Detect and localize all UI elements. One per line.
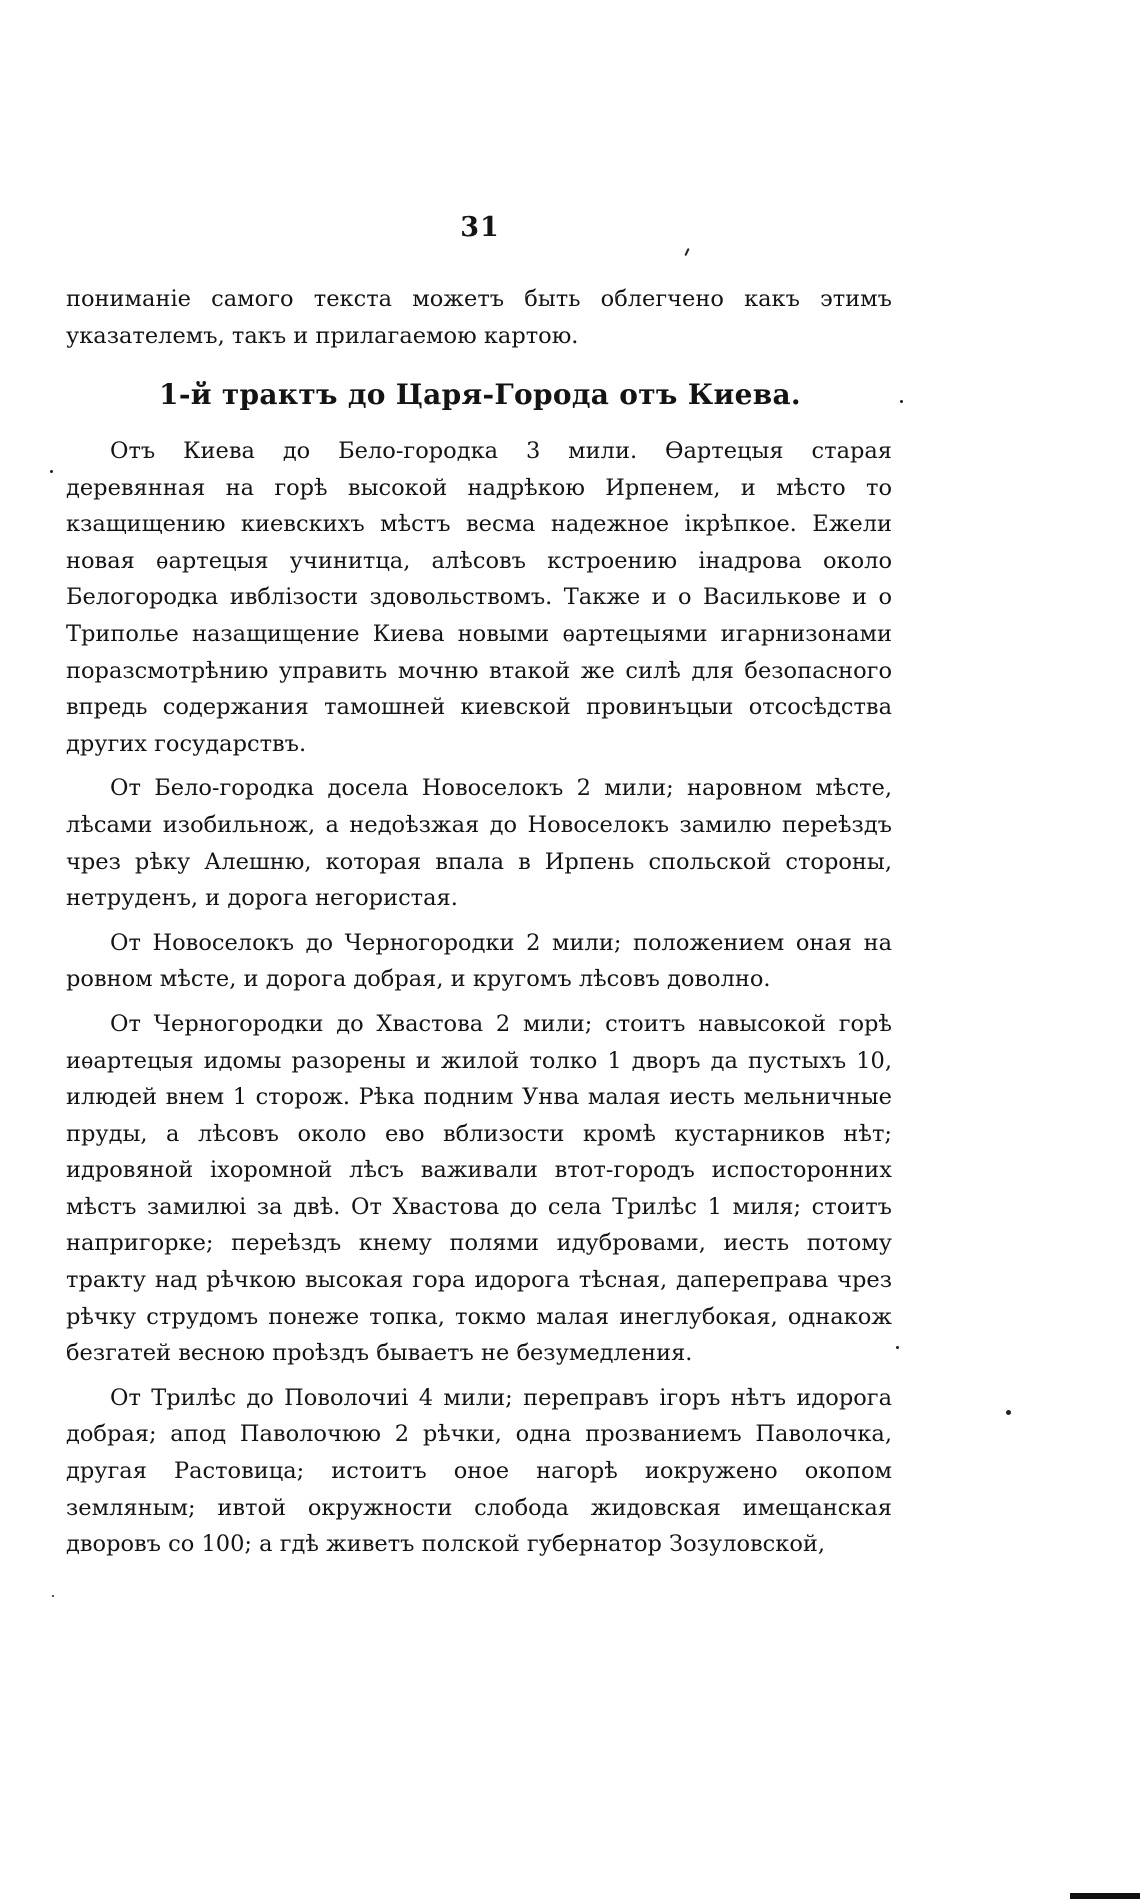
body-text xyxy=(66,433,892,1571)
intro-block xyxy=(66,281,892,362)
scan-speck xyxy=(900,400,903,403)
paragraph-2: От Бело-городка досела Новоселокъ 2 мили; наровном мѣсте, лѣсами изобильнож, а недоѣзжая до Новоселокъ замилю переѣздъ чрез рѣку Алешню, которая впала в Ирпень спольской стороны, нетруденъ, и дорога негористая. xyxy=(66,775,892,912)
scan-speck xyxy=(50,470,53,473)
scan-speck xyxy=(684,248,689,256)
scan-speck xyxy=(52,1595,54,1597)
paragraph-4: От Черногородки до Хвастова 2 мили; стоитъ навысокой горѣ иѳартецыя идомы разорены и жилой толко 1 дворъ да пустыхъ 10, илюдей внем 1 сторож. Рѣка подним Унва малая иесть мельничные пруды, а лѣсовъ около ево вблизости кромѣ кустарников нѣт; идровяной іхоромной лѣсъ важивали втот-городъ испосторонних мѣстъ замилюі за двѣ. От Хвастова до села Трилѣс 1 миля; стоитъ напригорке; переѣздъ кнему полями идубровами, иесть потому тракту над рѣчкою высокая гора идорога тѣсная, даперепрaва чрез рѣчку струдомъ понеже топка, токмо малая инеглубокая, однакож безгатей весною проѣздъ бываетъ не безумедления. xyxy=(66,1010,892,1367)
section-heading: 1-й трактъ до Царя-Города отъ Киева. xyxy=(159,378,801,411)
scan-speck xyxy=(1006,1410,1011,1415)
page-edge-mark xyxy=(1070,1893,1140,1899)
scan-speck xyxy=(896,1346,899,1349)
intro-paragraph: пониманіе самого текста можетъ быть облегчено какъ этимъ указателемъ, такъ и прилагаемою картою. xyxy=(66,286,892,349)
paragraph-3: От Новоселокъ до Черногородки 2 мили; положением оная на ровном мѣсте, и дорога добрая, и кругомъ лѣсовъ доволно. xyxy=(66,929,892,993)
page-number: 31 xyxy=(460,212,500,243)
paragraph-1: Отъ Киева до Бело-городка 3 мили. Ѳартецыя старая деревянная на горѣ высокой надрѣкою Ирпенем, и мѣсто то кзащищению киевскихъ мѣстъ весма надежное ікрѣпкое. Ежели новая ѳартецыя учинитца, алѣсовъ кстроению інадрова около Белогородка ивблізости здовольствомъ. Также и о Василькове и о Триполье назащищение Киева новыми ѳартецыями игарнизонами поразсмотрѣнию управить мочню втакой же силѣ для безопасного впредь содержания тамошней киевской провинъцыи отсосѣдства других государствъ. xyxy=(66,438,892,757)
paragraph-5: От Трилѣс до Поволочиі 4 мили; переправъ ігоръ нѣтъ идорога добрая; апод Паволочюю 2 рѣчки, одна прозваниемъ Паволочка, другая Растовица; истоитъ оное нагорѣ иокружено окопом земляным; ивтой окружности слобода жидовская имещанская дворовъ со 100; а гдѣ живетъ полской губернатор Зозуловской, xyxy=(66,1384,892,1558)
